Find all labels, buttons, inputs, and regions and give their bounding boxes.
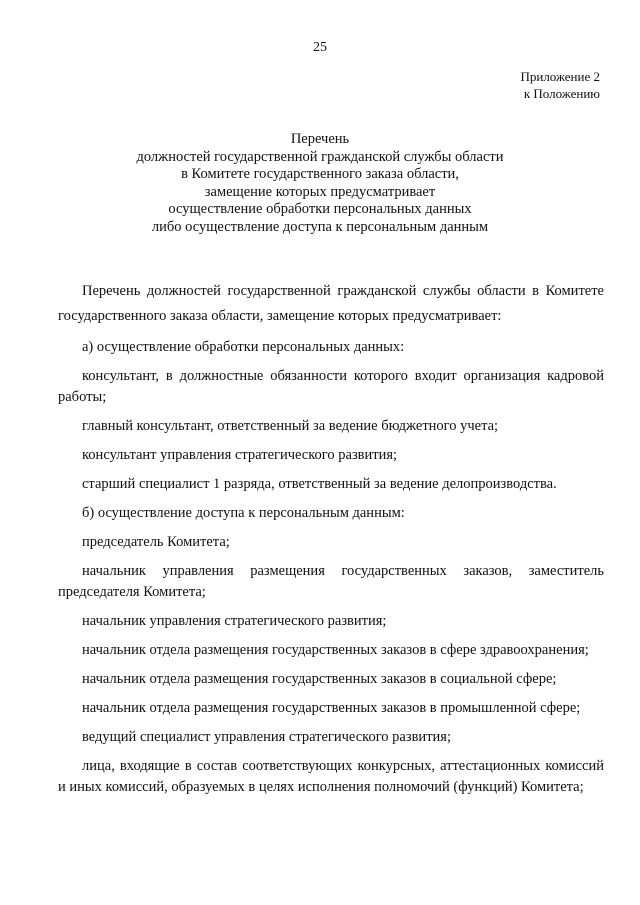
list-item: старший специалист 1 разряда, ответственный за ведение делопроизводства. — [82, 476, 557, 492]
title-line-1: Перечень — [290, 131, 350, 147]
appendix-line-1: Приложение 2 — [520, 69, 600, 84]
list-item: начальник отдела размещения государственных заказов в социальной сфере; — [82, 671, 557, 687]
title-line-5: осуществление обработки персональных данных — [168, 201, 472, 217]
section-a-heading: а) осуществление обработки персональных данных: — [82, 339, 405, 355]
title-line-3: в Комитете государственного заказа области, — [181, 166, 459, 182]
document-title — [0, 131, 640, 236]
document-body — [58, 279, 604, 806]
list-item: главный консультант, ответственный за ведение бюджетного учета; — [82, 418, 499, 434]
title-line-2: должностей государственной гражданской службы области — [136, 148, 504, 165]
intro-paragraph: Перечень должностей государственной гражданской службы области в Комитете государственного заказа области, замещение которых предусматривает: — [58, 283, 604, 324]
title-line-6: либо осуществление доступа к персональным данным — [151, 218, 489, 235]
list-item: лица, входящие в состав соответствующих конкурсных, аттестационных комиссий и иных комиссий, образуемых в целях исполнения полномочий (функций) Комитета; — [58, 758, 604, 795]
list-item: консультант, в должностные обязанности которого входит организация кадровой работы; — [58, 368, 604, 405]
list-item: начальник управления стратегического развития; — [82, 613, 387, 629]
list-item: ведущий специалист управления стратегического развития; — [82, 729, 451, 745]
section-b-heading: б) осуществление доступа к персональным данным: — [82, 505, 405, 521]
appendix-line-2: к Положению — [523, 86, 600, 101]
appendix-note — [520, 68, 600, 102]
list-item: консультант управления стратегического развития; — [82, 447, 398, 463]
list-item: начальник управления размещения государственных заказов, заместитель председателя Комитета; — [58, 563, 604, 600]
list-item: председатель Комитета; — [82, 534, 230, 550]
page-number: 25 — [313, 40, 327, 55]
list-item: начальник отдела размещения государственных заказов в сфере здравоохранения; — [82, 642, 589, 658]
title-line-4: замещение которых предусматривает — [204, 183, 436, 200]
list-item: начальник отдела размещения государственных заказов в промышленной сфере; — [82, 700, 581, 716]
